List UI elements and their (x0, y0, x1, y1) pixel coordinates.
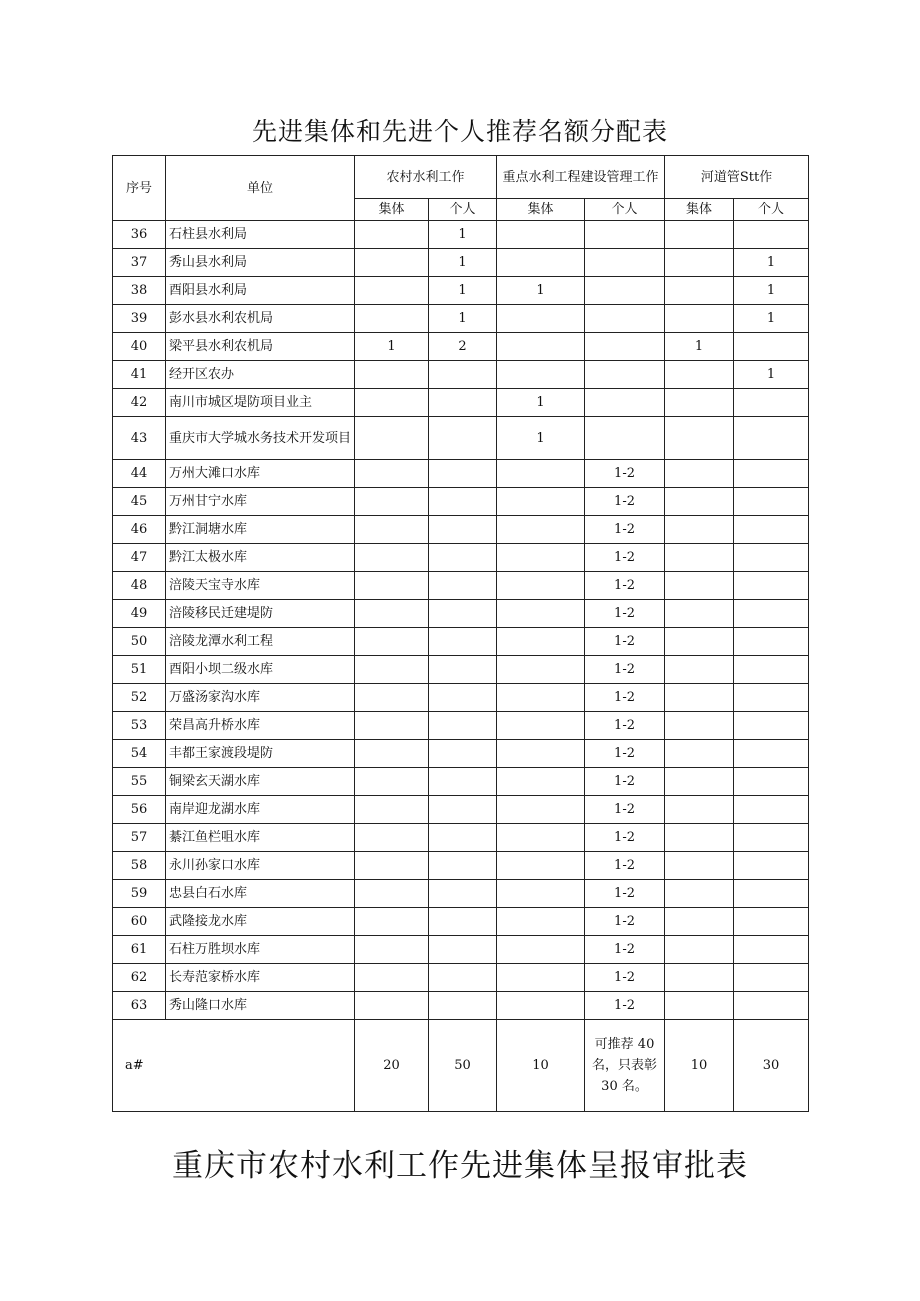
cell-seq: 61 (113, 936, 166, 964)
cell-individual-3 (734, 221, 809, 249)
cell-collective-3 (665, 992, 734, 1020)
cell-collective-1 (355, 656, 429, 684)
cell-individual-2 (585, 221, 665, 249)
header-group-rural-water: 农村水利工作 (355, 156, 497, 199)
cell-seq: 51 (113, 656, 166, 684)
cell-individual-1 (429, 516, 497, 544)
cell-individual-2: 1-2 (585, 600, 665, 628)
table-row (113, 389, 809, 417)
cell-individual-1: 1 (429, 305, 497, 333)
cell-individual-1 (429, 460, 497, 488)
cell-unit: 荣昌高升桥水库 (166, 712, 355, 740)
cell-individual-2 (585, 361, 665, 389)
cell-collective-1 (355, 824, 429, 852)
total-c1: 20 (355, 1020, 429, 1112)
cell-individual-2: 1-2 (585, 656, 665, 684)
table-row (113, 964, 809, 992)
cell-collective-2 (497, 488, 585, 516)
table-row (113, 572, 809, 600)
cell-individual-3 (734, 740, 809, 768)
cell-collective-2: 1 (497, 389, 585, 417)
cell-collective-3 (665, 361, 734, 389)
cell-collective-2 (497, 249, 585, 277)
cell-collective-3 (665, 460, 734, 488)
cell-collective-2 (497, 572, 585, 600)
cell-collective-1 (355, 277, 429, 305)
cell-collective-2 (497, 221, 585, 249)
table-row (113, 992, 809, 1020)
cell-individual-3 (734, 417, 809, 460)
cell-seq: 47 (113, 544, 166, 572)
cell-collective-1 (355, 740, 429, 768)
cell-individual-3 (734, 460, 809, 488)
cell-collective-1 (355, 221, 429, 249)
cell-collective-2 (497, 684, 585, 712)
cell-individual-3 (734, 628, 809, 656)
cell-individual-1 (429, 796, 497, 824)
cell-collective-3 (665, 852, 734, 880)
cell-collective-3 (665, 544, 734, 572)
cell-individual-2 (585, 305, 665, 333)
cell-individual-3 (734, 333, 809, 361)
cell-collective-2 (497, 628, 585, 656)
table-row (113, 361, 809, 389)
cell-individual-1: 1 (429, 277, 497, 305)
cell-seq: 38 (113, 277, 166, 305)
cell-unit: 经开区农办 (166, 361, 355, 389)
table-row (113, 333, 809, 361)
header-individual: 个人 (585, 199, 665, 221)
cell-individual-1 (429, 824, 497, 852)
cell-collective-3 (665, 768, 734, 796)
cell-seq: 49 (113, 600, 166, 628)
cell-unit: 忠县白石水库 (166, 880, 355, 908)
cell-individual-3 (734, 684, 809, 712)
cell-collective-3 (665, 712, 734, 740)
cell-collective-2 (497, 964, 585, 992)
cell-collective-2: 1 (497, 417, 585, 460)
cell-seq: 39 (113, 305, 166, 333)
cell-seq: 40 (113, 333, 166, 361)
cell-collective-2 (497, 656, 585, 684)
cell-collective-1 (355, 628, 429, 656)
cell-collective-1: 1 (355, 333, 429, 361)
cell-seq: 45 (113, 488, 166, 516)
cell-collective-3 (665, 684, 734, 712)
cell-individual-3 (734, 796, 809, 824)
cell-collective-1 (355, 908, 429, 936)
total-row (113, 1020, 809, 1112)
cell-individual-3 (734, 488, 809, 516)
cell-seq: 46 (113, 516, 166, 544)
cell-individual-2: 1-2 (585, 572, 665, 600)
cell-collective-1 (355, 684, 429, 712)
cell-collective-2 (497, 333, 585, 361)
cell-individual-3 (734, 908, 809, 936)
cell-individual-2: 1-2 (585, 768, 665, 796)
cell-collective-2 (497, 992, 585, 1020)
cell-collective-2: 1 (497, 277, 585, 305)
cell-individual-1 (429, 852, 497, 880)
cell-individual-3 (734, 656, 809, 684)
cell-collective-3 (665, 305, 734, 333)
cell-collective-2 (497, 908, 585, 936)
cell-unit: 黔江洞塘水库 (166, 516, 355, 544)
cell-collective-3 (665, 740, 734, 768)
cell-individual-2: 1-2 (585, 880, 665, 908)
table-row (113, 544, 809, 572)
cell-collective-3 (665, 824, 734, 852)
cell-individual-1 (429, 572, 497, 600)
cell-unit: 彭水县水利农机局 (166, 305, 355, 333)
header-individual: 个人 (734, 199, 809, 221)
cell-collective-1 (355, 516, 429, 544)
cell-individual-1 (429, 684, 497, 712)
cell-individual-2: 1-2 (585, 488, 665, 516)
cell-individual-3 (734, 964, 809, 992)
cell-individual-1: 1 (429, 249, 497, 277)
cell-collective-1 (355, 544, 429, 572)
cell-individual-1 (429, 740, 497, 768)
cell-collective-3 (665, 964, 734, 992)
cell-unit: 涪陵天宝寺水库 (166, 572, 355, 600)
cell-individual-3 (734, 712, 809, 740)
cell-collective-2 (497, 796, 585, 824)
table-row (113, 221, 809, 249)
cell-individual-2 (585, 417, 665, 460)
cell-individual-1 (429, 992, 497, 1020)
cell-individual-2: 1-2 (585, 460, 665, 488)
header-row-groups (113, 156, 809, 199)
cell-collective-3 (665, 880, 734, 908)
total-p1: 50 (429, 1020, 497, 1112)
cell-individual-1 (429, 600, 497, 628)
cell-seq: 63 (113, 992, 166, 1020)
allocation-table (112, 155, 809, 1112)
cell-collective-2 (497, 460, 585, 488)
cell-seq: 58 (113, 852, 166, 880)
cell-collective-2 (497, 516, 585, 544)
cell-seq: 54 (113, 740, 166, 768)
table-row (113, 908, 809, 936)
table-row (113, 768, 809, 796)
cell-unit: 秀山隆口水库 (166, 992, 355, 1020)
cell-collective-1 (355, 361, 429, 389)
cell-individual-3 (734, 389, 809, 417)
cell-individual-1 (429, 712, 497, 740)
cell-unit: 秀山县水利局 (166, 249, 355, 277)
cell-unit: 武隆接龙水库 (166, 908, 355, 936)
cell-unit: 綦江鱼栏咀水库 (166, 824, 355, 852)
cell-individual-1 (429, 656, 497, 684)
cell-individual-2: 1-2 (585, 908, 665, 936)
cell-individual-3 (734, 880, 809, 908)
note-line: 30 名。 (601, 1079, 648, 1094)
cell-individual-1 (429, 936, 497, 964)
cell-individual-3 (734, 768, 809, 796)
cell-collective-1 (355, 389, 429, 417)
cell-collective-1 (355, 992, 429, 1020)
cell-individual-2 (585, 389, 665, 417)
cell-seq: 52 (113, 684, 166, 712)
footer-title: 重庆市农村水利工作先进集体呈报审批表 (172, 1148, 748, 1184)
cell-collective-2 (497, 361, 585, 389)
table-row (113, 249, 809, 277)
cell-collective-2 (497, 880, 585, 908)
cell-unit: 万州大滩口水库 (166, 460, 355, 488)
cell-seq: 36 (113, 221, 166, 249)
cell-individual-3 (734, 824, 809, 852)
cell-individual-1: 1 (429, 221, 497, 249)
cell-unit: 长寿范家桥水库 (166, 964, 355, 992)
cell-unit: 永川孙家口水库 (166, 852, 355, 880)
cell-collective-1 (355, 488, 429, 516)
cell-individual-2: 1-2 (585, 516, 665, 544)
cell-collective-1 (355, 712, 429, 740)
cell-seq: 62 (113, 964, 166, 992)
cell-individual-1 (429, 964, 497, 992)
cell-individual-1 (429, 389, 497, 417)
cell-collective-3 (665, 936, 734, 964)
cell-collective-3 (665, 628, 734, 656)
cell-collective-3 (665, 516, 734, 544)
cell-individual-2: 1-2 (585, 712, 665, 740)
cell-individual-2: 1-2 (585, 936, 665, 964)
cell-seq: 42 (113, 389, 166, 417)
cell-collective-2 (497, 305, 585, 333)
table-row (113, 488, 809, 516)
total-c2: 10 (497, 1020, 585, 1112)
header-collective: 集体 (355, 199, 429, 221)
cell-individual-2: 1-2 (585, 740, 665, 768)
header-collective: 集体 (497, 199, 585, 221)
cell-collective-1 (355, 572, 429, 600)
cell-unit: 石柱万胜坝水库 (166, 936, 355, 964)
cell-collective-3: 1 (665, 333, 734, 361)
cell-collective-2 (497, 600, 585, 628)
cell-seq: 56 (113, 796, 166, 824)
cell-individual-1 (429, 417, 497, 460)
cell-collective-1 (355, 305, 429, 333)
cell-collective-3 (665, 572, 734, 600)
cell-individual-1 (429, 908, 497, 936)
cell-unit: 铜梁玄天湖水库 (166, 768, 355, 796)
cell-individual-3: 1 (734, 277, 809, 305)
cell-collective-1 (355, 964, 429, 992)
note-line: 可推荐 40 (594, 1037, 655, 1052)
table-row (113, 740, 809, 768)
cell-collective-3 (665, 908, 734, 936)
cell-individual-3 (734, 936, 809, 964)
cell-individual-2: 1-2 (585, 796, 665, 824)
header-unit: 单位 (166, 156, 355, 221)
cell-seq: 60 (113, 908, 166, 936)
cell-individual-1: 2 (429, 333, 497, 361)
cell-unit: 南川市城区堤防项目业主 (166, 389, 355, 417)
cell-seq: 48 (113, 572, 166, 600)
table-row (113, 600, 809, 628)
cell-unit: 涪陵龙潭水利工程 (166, 628, 355, 656)
cell-collective-2 (497, 824, 585, 852)
cell-collective-1 (355, 796, 429, 824)
cell-collective-2 (497, 712, 585, 740)
table-row (113, 628, 809, 656)
cell-collective-2 (497, 936, 585, 964)
cell-collective-1 (355, 600, 429, 628)
cell-unit: 酉阳县水利局 (166, 277, 355, 305)
cell-individual-2: 1-2 (585, 852, 665, 880)
cell-collective-1 (355, 249, 429, 277)
cell-unit: 梁平县水利农机局 (166, 333, 355, 361)
cell-individual-2 (585, 249, 665, 277)
table-row (113, 305, 809, 333)
cell-individual-2: 1-2 (585, 992, 665, 1020)
header-individual: 个人 (429, 199, 497, 221)
total-p2-note (585, 1020, 665, 1112)
table-row (113, 656, 809, 684)
cell-collective-3 (665, 389, 734, 417)
cell-individual-2: 1-2 (585, 824, 665, 852)
cell-unit: 涪陵移民迁建堤防 (166, 600, 355, 628)
cell-individual-3 (734, 572, 809, 600)
table-row (113, 796, 809, 824)
cell-collective-3 (665, 249, 734, 277)
cell-collective-3 (665, 656, 734, 684)
header-collective: 集体 (665, 199, 734, 221)
table-row (113, 417, 809, 460)
cell-unit: 石柱县水利局 (166, 221, 355, 249)
table-row (113, 712, 809, 740)
cell-collective-3 (665, 221, 734, 249)
table-row (113, 824, 809, 852)
cell-individual-3: 1 (734, 361, 809, 389)
cell-unit: 重庆市大学城水务技术开发项目 (166, 417, 355, 460)
cell-collective-2 (497, 852, 585, 880)
cell-collective-3 (665, 488, 734, 516)
cell-collective-3 (665, 417, 734, 460)
table-row (113, 460, 809, 488)
cell-individual-2: 1-2 (585, 684, 665, 712)
cell-collective-1 (355, 852, 429, 880)
cell-collective-1 (355, 768, 429, 796)
cell-seq: 57 (113, 824, 166, 852)
total-label: a# (113, 1020, 355, 1112)
cell-collective-3 (665, 796, 734, 824)
header-group-key-projects: 重点水利工程建设管理工作 (497, 156, 665, 199)
header-group-river-management: 河道管Stt作 (665, 156, 809, 199)
cell-collective-1 (355, 417, 429, 460)
cell-individual-2: 1-2 (585, 544, 665, 572)
note-line: 名，只表彰 (592, 1058, 658, 1073)
cell-collective-1 (355, 880, 429, 908)
cell-unit: 酉阳小坝二级水库 (166, 656, 355, 684)
total-p3: 30 (734, 1020, 809, 1112)
cell-seq: 41 (113, 361, 166, 389)
cell-collective-2 (497, 740, 585, 768)
cell-seq: 43 (113, 417, 166, 460)
cell-individual-3 (734, 544, 809, 572)
table-row (113, 880, 809, 908)
total-c3: 10 (665, 1020, 734, 1112)
cell-individual-1 (429, 361, 497, 389)
cell-seq: 53 (113, 712, 166, 740)
cell-seq: 59 (113, 880, 166, 908)
table-row (113, 852, 809, 880)
cell-individual-3 (734, 600, 809, 628)
cell-individual-1 (429, 544, 497, 572)
cell-individual-1 (429, 628, 497, 656)
cell-individual-1 (429, 768, 497, 796)
cell-unit: 万盛汤家沟水库 (166, 684, 355, 712)
cell-unit: 丰都王家渡段堤防 (166, 740, 355, 768)
cell-individual-2 (585, 333, 665, 361)
cell-seq: 37 (113, 249, 166, 277)
table-row (113, 936, 809, 964)
table-row (113, 516, 809, 544)
cell-individual-1 (429, 880, 497, 908)
cell-collective-3 (665, 277, 734, 305)
table-row (113, 277, 809, 305)
cell-individual-3 (734, 516, 809, 544)
header-seq: 序号 (113, 156, 166, 221)
cell-individual-3: 1 (734, 249, 809, 277)
cell-individual-3 (734, 992, 809, 1020)
cell-unit: 南岸迎龙湖水库 (166, 796, 355, 824)
cell-unit: 万州甘宁水库 (166, 488, 355, 516)
cell-individual-2 (585, 277, 665, 305)
cell-individual-3: 1 (734, 305, 809, 333)
table-row (113, 684, 809, 712)
cell-individual-2: 1-2 (585, 628, 665, 656)
cell-collective-3 (665, 600, 734, 628)
cell-collective-1 (355, 936, 429, 964)
cell-seq: 44 (113, 460, 166, 488)
cell-collective-1 (355, 460, 429, 488)
cell-seq: 55 (113, 768, 166, 796)
cell-individual-1 (429, 488, 497, 516)
table-title: 先进集体和先进个人推荐名额分配表 (251, 117, 668, 146)
cell-unit: 黔江太极水库 (166, 544, 355, 572)
cell-seq: 50 (113, 628, 166, 656)
cell-collective-2 (497, 768, 585, 796)
cell-individual-2: 1-2 (585, 964, 665, 992)
cell-individual-3 (734, 852, 809, 880)
cell-collective-2 (497, 544, 585, 572)
